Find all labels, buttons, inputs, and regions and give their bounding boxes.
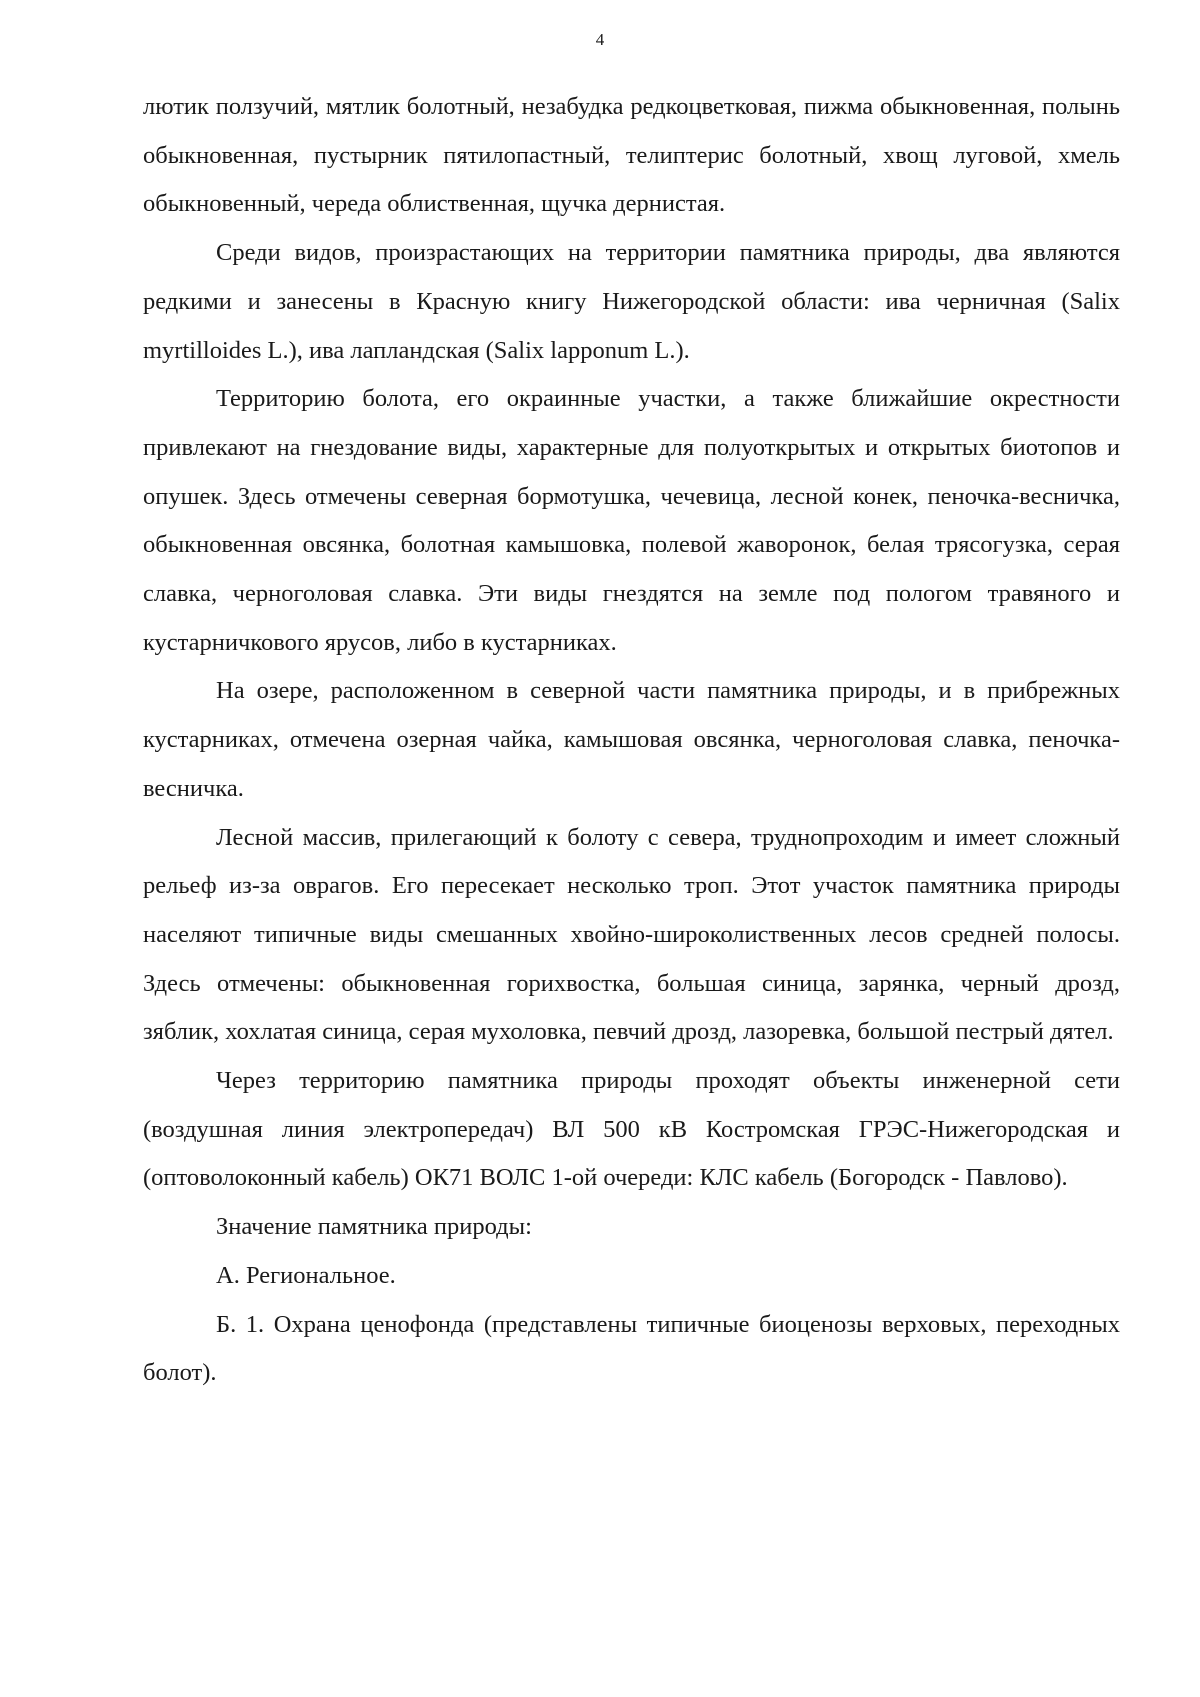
paragraph-significance-cenofund: Б. 1. Охрана ценофонда (представлены типичные биоценозы верховых, переходных болот). (143, 1310, 1120, 1387)
page-number: 4 (595, 30, 605, 49)
paragraph-bog-birds: Территорию болота, его окраинные участки, а также ближайшие окрестности привлекают на гнездование виды, характерные для полуоткрытых и открытых биотопов и опушек. Здесь отмечены северная бормотушка, чечевица, лесной конек, пеночка-весничка, обыкновенная овсянка, болотная камышовка, полевой жаворонок, белая трясогузка, серая славка, черноголовая славка. Эти виды гнездятся на земле под пологом травяного и кустарничкового ярусов, либо в кустарниках. (143, 385, 1120, 656)
paragraph-significance-heading: Значение памятника природы: (216, 1213, 532, 1241)
paragraph-forest-birds: Лесной массив, прилегающий к болоту с севера, труднопроходим и имеет сложный рельеф из-за оврагов. Его пересекает несколько троп. Этот участок памятника природы населяют типичные виды смешанных хвойно-широколиственных лесов средней полосы. Здесь отмечены: обыкновенная горихвостка, большая синица, зарянка, черный дрозд, зяблик, хохлатая синица, серая мухоловка, певчий дрозд, лазоревка, большой пестрый дятел. (143, 823, 1120, 1046)
paragraph-engineering-network: Через территорию памятника природы проходят объекты инженерной сети (воздушная линия электропередач) ВЛ 500 кВ Костромская ГРЭС-Нижегородская и (оптоволоконный кабель) ОК71 ВОЛС 1-ой очереди: КЛС кабель (Богородск - Павлово). (143, 1067, 1120, 1192)
paragraph-significance-regional: А. Региональное. (216, 1261, 396, 1289)
paragraph-rare-species: Среди видов, произрастающих на территории памятника природы, два являются редкими и занесены в Красную книгу Нижегородской области: ива черничная (Salix myrtilloides L.), ива лапландская (Salix lapponum L.). (143, 239, 1120, 364)
paragraph-plant-list-continued: лютик ползучий, мятлик болотный, незабудка редкоцветковая, пижма обыкновенная, полынь обыкновенная, пустырник пятилопастный, телиптерис болотный, хвощ луговой, хмель обыкновенный, череда облиственная, щучка дернистая. (143, 93, 1120, 218)
document-body (143, 83, 1120, 1398)
paragraph-lake-birds: На озере, расположенном в северной части памятника природы, и в прибрежных кустарниках, отмечена озерная чайка, камышовая овсянка, черноголовая славка, пеночка-весничка. (143, 677, 1120, 802)
